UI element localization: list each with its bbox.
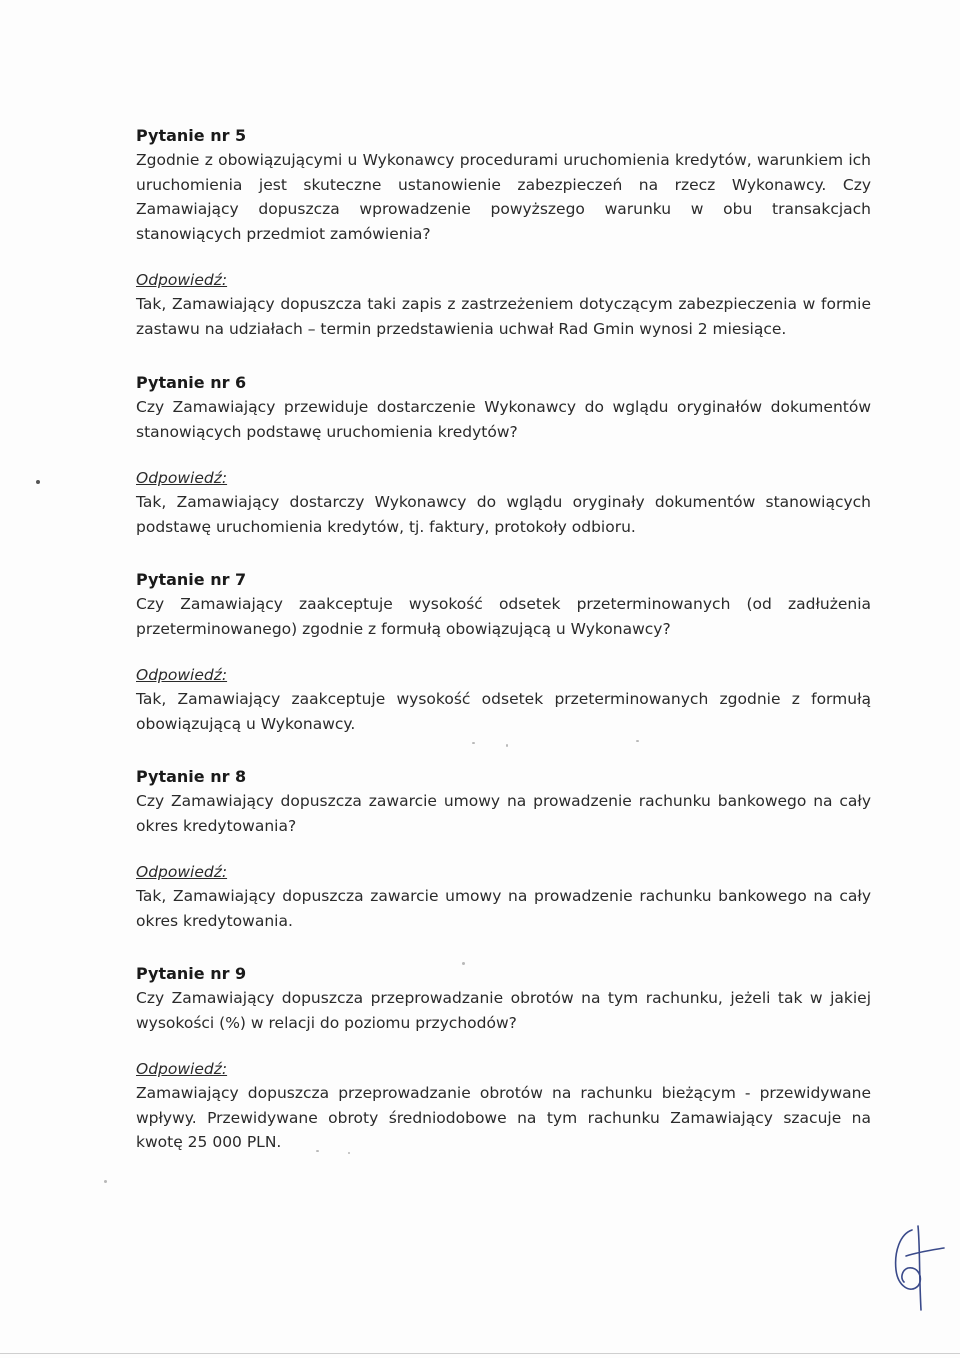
question-heading: Pytanie nr 8	[136, 767, 247, 786]
question-heading: Pytanie nr 9	[136, 964, 247, 983]
handwritten-initials-icon	[888, 1222, 948, 1314]
question-block-5	[136, 124, 871, 341]
question-text: Zgodnie z obowiązującymi u Wykonawcy procedurami uruchomienia kredytów, warunkiem ich uruchomienia jest skuteczne ustanowienie zabezpieczeń na rzecz Wykonawcy. Czy Zamawiający dopuszcza wprowadzenie powyższego warunku w obu transakcjach stanowiących przedmiot zamówienia?	[136, 151, 871, 243]
answer-label: Odpowiedź:	[136, 863, 228, 881]
question-heading: Pytanie nr 6	[136, 373, 247, 392]
scan-speck	[506, 744, 508, 747]
question-heading: Pytanie nr 5	[136, 126, 247, 145]
answer-text: Tak, Zamawiający dopuszcza zawarcie umowy na prowadzenie rachunku bankowego na cały okres kredytowania.	[136, 887, 871, 930]
question-text: Czy Zamawiający przewiduje dostarczenie Wykonawcy do wglądu oryginałów dokumentów stanowiących podstawę uruchomienia kredytów?	[136, 398, 871, 441]
answer-label: Odpowiedź:	[136, 469, 228, 487]
question-text: Czy Zamawiający zaakceptuje wysokość odsetek przeterminowanych (od zadłużenia przeterminowanego) zgodnie z formułą obowiązującą u Wykonawcy?	[136, 595, 871, 638]
answer-label: Odpowiedź:	[136, 666, 228, 684]
answer-text: Tak, Zamawiający dostarczy Wykonawcy do wglądu oryginały dokumentów stanowiących podstawę uruchomienia kredytów, tj. faktury, protokoły odbioru.	[136, 493, 871, 536]
scan-speck	[36, 480, 40, 484]
scan-speck	[348, 1152, 350, 1154]
scan-speck	[104, 1180, 107, 1183]
answer-label: Odpowiedź:	[136, 1060, 228, 1078]
answer-label: Odpowiedź:	[136, 271, 228, 289]
answer-text: Tak, Zamawiający dopuszcza taki zapis z zastrzeżeniem dotyczącym zabezpieczenia w formie zastawu na udziałach – termin przedstawienia uchwał Rad Gmin wynosi 2 miesiące.	[136, 295, 871, 338]
scan-speck	[316, 1150, 319, 1152]
question-block-7	[136, 568, 871, 736]
scan-speck	[462, 962, 465, 965]
scan-speck	[636, 740, 639, 742]
question-text: Czy Zamawiający dopuszcza zawarcie umowy na prowadzenie rachunku bankowego na cały okres kredytowania?	[136, 792, 871, 835]
question-block-8	[136, 765, 871, 933]
page-bottom-edge	[0, 1353, 960, 1354]
scan-speck	[472, 742, 475, 744]
answer-text: Tak, Zamawiający zaakceptuje wysokość odsetek przeterminowanych zgodnie z formułą obowiązującą u Wykonawcy.	[136, 690, 871, 733]
question-heading: Pytanie nr 7	[136, 570, 247, 589]
answer-text: Zamawiający dopuszcza przeprowadzanie obrotów na rachunku bieżącym - przewidywane wpływy. Przewidywane obroty średniodobowe na tym rachunku Zamawiający szacuje na kwotę 25 000 PLN.	[136, 1084, 871, 1151]
question-text: Czy Zamawiający dopuszcza przeprowadzanie obrotów na tym rachunku, jeżeli tak w jakiej wysokości (%) w relacji do poziomu przychodów?	[136, 989, 871, 1032]
question-block-6	[136, 371, 871, 539]
question-block-9	[136, 962, 871, 1155]
